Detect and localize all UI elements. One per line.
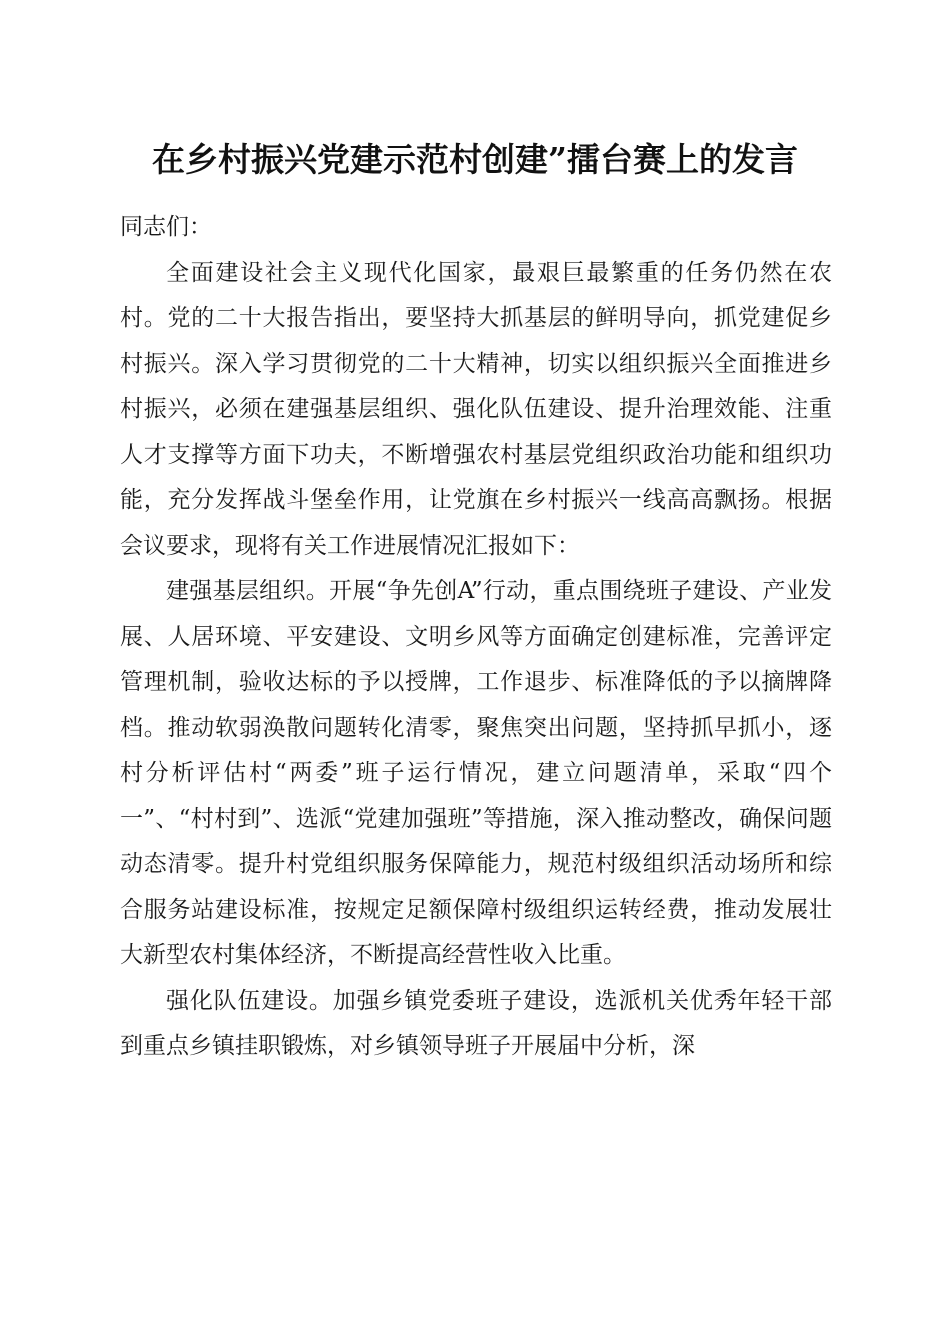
- paragraph-strengthen-organization: 建强基层组织。开展“争先创A”行动，重点围绕班子建设、产业发展、人居环境、平安建设、文明乡风等方面确定创建标准，完善评定管理机制，验收达标的予以授牌，工作退步、标准降低的予以摘牌降档。推动软弱涣散问题转化清零，聚焦突出问题，坚持抓早抓小，逐村分析评估村“两委”班子运行情况，建立问题清单，采取“四个一”、“村村到”、选派“党建加强班”等措施，深入推动整改，确保问题动态清零。提升村党组织服务保障能力，规范村级组织活动场所和综合服务站建设标准，按规定足额保障村级组织运转经费，推动发展壮大新型农村集体经济，不断提高经营性收入比重。: [120, 578, 832, 968]
- document-body: [120, 205, 832, 1070]
- paragraph-intro: 全面建设社会主义现代化国家，最艰巨最繁重的任务仍然在农村。党的二十大报告指出，要坚持大抓基层的鲜明导向，抓党建促乡村振兴。深入学习贯彻党的二十大精神，切实以组织振兴全面推进乡村振兴，必须在建强基层组织、强化队伍建设、提升治理效能、注重人才支撑等方面下功夫，不断增强农村基层党组织政治功能和组织功能，充分发挥战斗堡垒作用，让党旗在乡村振兴一线高高飘扬。根据会议要求，现将有关工作进展情况汇报如下：: [120, 259, 832, 559]
- document-title: 在乡村振兴党建示范村创建”擂台赛上的发言: [152, 140, 798, 179]
- salutation: 同志们：: [120, 214, 212, 240]
- paragraph-team-building: 强化队伍建设。加强乡镇党委班子建设，选派机关优秀年轻干部到重点乡镇挂职锻炼，对乡镇领导班子开展届中分析，深: [120, 987, 832, 1059]
